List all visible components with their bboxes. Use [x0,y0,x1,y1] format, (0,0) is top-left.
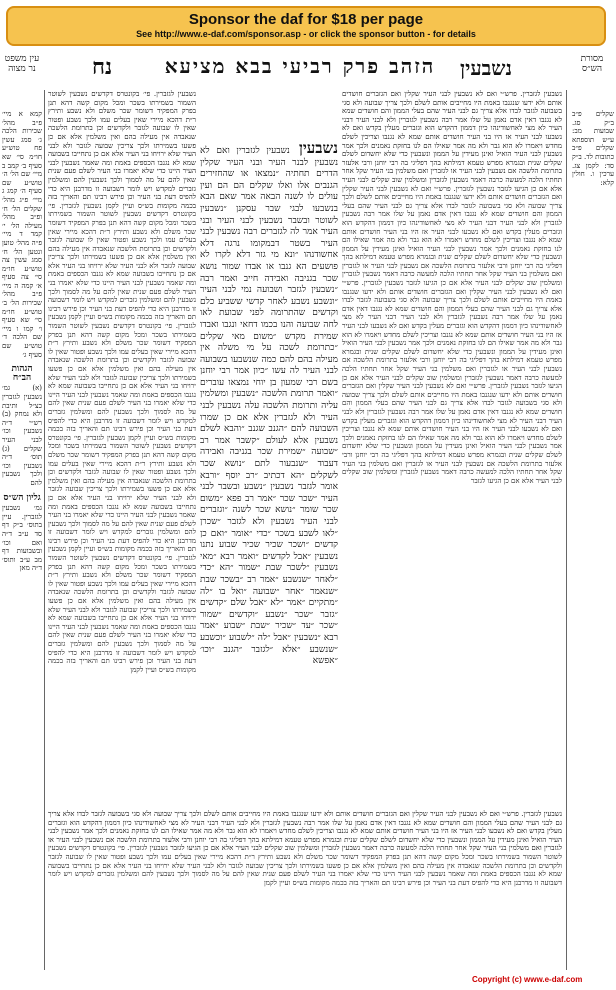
sponsor-title[interactable]: Sponsor the daf for $18 per page [188,11,424,28]
tosafot-continued: נשבעין לגזברין. פי׳ בקונטרס דקדשים נשבעין לשוטר השמור בשמירתו בשכר ומכל מקום קשה דהא תנן בפרק המפקיד דשומר שכר משלם ולא נשבע ותירץ ר״ת דהכא מיירי שאין בעלים עמו ולכך נשבע ופטור שאין לו שבועה לגזבר ולקדשים וכן בתרומת הלשכה שנאבדה אין מעילה בהם ואין משלמין אלא אם כן פשעו בשמירתו ולכך צריכין שבועה לגזבר ולא לבני העיר שלא ירויחו בני העיר אלא אם כן נתחייבו בשבועה שמא לא נגנבו הכספים באמת ומה שאמר נשבעין לבני העיר היינו כדי שלא יאמרו בני העיר לשלם פעם שנית שאין להם על מה לסמוך ולכך נשבעין להם ומשלמין גזברים למקדש ויש לומר דשבועה זו מדרבנן היא כדי להפיס דעת בני העיר וכן פירש רבינו תם והאריך בזה בכמה מקומות בש״ס ועיין לקמן [48,201,196,322]
rashi-continued-2: נשבעין לגזברין. פרש״י ואם לא נשבעין לבני העיר שקלין ואם הגזברים חושדים אותם ולא ידעו שנגנבו באמת היו מחייבים אותם לשלם ולכך צריך שבועה ולא סגי בשבועה לגזבר לבדו אלא צריך גם לבני העיר שהם בעלי הממון והם חושדים שמא לא נגנבו דאין אדם נאמן על שלו אמר רבה נשבעין לגזברין ולא לבני העיר דבני העיר לא מצי לאחשודינהו כיון דממון דהקדש הוא וגזברים מעלין בקדש ואם לא נשבעו לבני העיר אז היו בני העיר חושדים אותם שמא לא נגנבו וצריכין לשלם מחדש ויאמרו לא הוא גבר ולא מה אמר שאילו הם לנו בחזקת נאמנים ולכך אמר נשבעין לבני העיר הואיל ואינן מעידין על הממון ונשבעין כדי שלא יחשדום לשלם שקלים שנית ובגמרא מפרש טעמא דמילתא בהך דפליגי בה רבי יוחנן ורבי אלעזר בתרומת הלשכה אם נשבעין לבני העיר או לגזברין ואם משלמין בני העיר שקל אחר תחתיו הלכה למעשה כרבה דאמר נשבעין לגזברין ומשלמין שוב שקלים לבני העיר אלא אם כן הגיעו לגזבר [342,279,562,391]
page-title: הזהב פרק רביעי בבא מציעא [164,54,436,78]
tosafot-continued-2: נשבעין לגזברין. פי׳ בקונטרס דקדשים נשבעין לשוטר השמור בשמירתו בשכר ומכל מקום קשה דהא תנן בפרק המפקיד דשומר שכר משלם ולא נשבע ותירץ ר״ת דהכא מיירי שאין בעלים עמו ולכך נשבע ופטור שאין לו שבועה לגזבר ולקדשים וכן בתרומת הלשכה שנאבדה אין מעילה בהם ואין משלמין אלא אם כן פשעו בשמירתו ולכך צריכין שבועה לגזבר ולא לבני העיר שלא ירויחו בני העיר אלא אם כן נתחייבו בשבועה שמא לא נגנבו הכספים באמת ומה שאמר נשבעין לבני העיר היינו כדי שלא יאמרו בני העיר לשלם פעם שנית שאין להם על מה לסמוך ולכך נשבעין להם ומשלמין גזברים למקדש ויש לומר דשבועה זו מדרבנן היא כדי להפיס דעת בני העיר וכן פירש רבינו תם והאריך בזה בכמה מקומות בש״ס ועיין לקמן [48,313,196,442]
bottom-tosafot: נשבעין לגזברין. פי׳ בקונטרס דקדשים נשבעין לשוטר השמור בשמירתו בשכר ומכל מקום קשה דהא תנן בפרק המפקיד דשומר שכר משלם ולא נשבע ותירץ ר״ת דהכא מיירי שאין בעלים עמו ולכך נשבע ופטור שאין לו שבועה לגזבר ולקדשים וכן בתרומת הלשכה שנאבדה אין מעילה בהם ואין משלמין אלא אם כן פשעו בשמירתו ולכך צריכין שבועה לגזבר ולא לבני העיר שלא ירויחו בני העיר אלא אם כן נתחייבו בשבועה שמא לא נגנבו הכספים באמת ומה שאמר נשבעין לבני העיר היינו כדי שלא יאמרו בני העיר לשלם פעם שנית שאין להם על מה לסמוך ולכך נשבעין להם ומשלמין גזברים למקדש ויש לומר דשבועה זו מדרבנן היא כדי להפיס דעת בני העיר וכן פירש רבינו תם והאריך בזה בכמה מקומות בש״ס ועיין לקמן [48,844,562,887]
divider [44,90,45,970]
tosafot-continued-4: נשבעין לגזברין. פי׳ בקונטרס דקדשים נשבעין לשוטר השמור בשמירתו בשכר ומכל מקום קשה דהא תנן בפרק המפקיד דשומר שכר משלם ולא נשבע ותירץ ר״ת דהכא מיירי שאין בעלים עמו ולכך נשבע ופטור שאין לו שבועה לגזבר ולקדשים וכן בתרומת הלשכה שנאבדה אין מעילה בהם ואין משלמין אלא אם כן פשעו בשמירתו ולכך צריכין שבועה לגזבר ולא לבני העיר שלא ירויחו בני העיר אלא אם כן נתחייבו בשבועה שמא לא נגנבו הכספים באמת ומה שאמר נשבעין לבני העיר היינו כדי שלא יאמרו בני העיר לשלם פעם שנית שאין להם על מה לסמוך ולכך נשבעין להם ומשלמין גזברים למקדש ויש לומר דשבועה זו מדרבנן היא כדי להפיס דעת בני העיר וכן פירש רבינו תם והאריך בזה בכמה מקומות בש״ס ועיין לקמן [48,545,196,674]
ein-mishpat-heading: עין משפט נר מצוה [4,54,40,74]
ein-mishpat-margin [2,110,42,970]
sponsor-details[interactable]: See http://www.e-daf.com/sponsor.asp - or click the sponsor button - for details [136,29,476,39]
hagahot-label: הגהות הב״ח [11,364,33,383]
gilyon-label: גליון הש״ס [3,492,41,503]
page-header [0,52,616,82]
divider [566,90,567,970]
tosafot-continued-3: נשבעין לגזברין. פי׳ בקונטרס דקדשים נשבעין לשוטר השמור בשמירתו בשכר ומכל מקום קשה דהא תנן בפרק המפקיד דשומר שכר משלם ולא נשבע ותירץ ר״ת דהכא מיירי שאין בעלים עמו ולכך נשבע ופטור שאין לו שבועה לגזבר ולקדשים וכן בתרומת הלשכה שנאבדה אין מעילה בהם ואין משלמין אלא אם כן פשעו בשמירתו ולכך צריכין שבועה לגזבר ולא לבני העיר שלא ירויחו בני העיר אלא אם כן נתחייבו בשבועה שמא לא נגנבו הכספים באמת ומה שאמר נשבעין לבני העיר היינו כדי שלא יאמרו בני העיר לשלם פעם שנית שאין להם על מה לסמוך ולכך נשבעין להם ומשלמין גזברים למקדש ויש לומר דשבועה זו מדרבנן היא כדי להפיס דעת בני העיר וכן פירש רבינו תם והאריך בזה בכמה מקומות בש״ס ועיין לקמן [48,433,196,554]
rashi-continued-3: נשבעין לגזברין. פרש״י ואם לא נשבעין לבני העיר שקלין ואם הגזברים חושדים אותם ולא ידעו שנגנבו באמת היו מחייבים אותם לשלם ולכך צריך שבועה ולא סגי בשבועה לגזבר לבדו אלא צריך גם לבני העיר שהם בעלי הממון והם חושדים שמא לא נגנבו דאין אדם נאמן על שלו אמר רבה נשבעין לגזברין ולא לבני העיר דבני העיר לא מצי לאחשודינהו כיון דממון דהקדש הוא וגזברים מעלין בקדש ואם לא נשבעו לבני העיר אז היו בני העיר חושדים אותם שמא לא נגנבו וצריכין לשלם מחדש ויאמרו לא הוא גבר ולא מה אמר שאילו הם לנו בחזקת נאמנים ולכך אמר נשבעין לבני העיר הואיל ואינן מעידין על הממון ונשבעין כדי שלא יחשדום לשלם שקלים שנית ובגמרא מפרש טעמא דמילתא בהך דפליגי בה רבי יוחנן ורבי אלעזר בתרומת הלשכה אם נשבעין לבני העיר או לגזברין ואם משלמין בני העיר שקל אחר תחתיו הלכה למעשה כרבה דאמר נשבעין לגזברין ומשלמין שוב שקלים לבני העיר אלא אם כן הגיעו לגזבר [342,382,562,485]
gilyon-text: גמ׳ נשבעין לגזברין. עיין בתוס׳ ב״ק דף סד ע״ב ד״ה ואם וכו׳ ובשבועות דף מב ע״ב ותוס׳ ד״ה מאן [2,504,42,573]
rashi-text: נשבעין לגזברין. פרש״י ואם לא נשבעין לבני העיר שקלין ואם הגזברים חושדים אותם ולא ידעו שנגנבו באמת היו מחייבים אותם לשלם ולכך צריך שבועה ולא סגי בשבועה לגזבר לבדו אלא צריך גם לבני העיר שהם בעלי הממון והם חושדים שמא לא נגנבו דאין אדם נאמן על שלו אמר רבה נשבעין לגזברין ולא לבני העיר דבני העיר לא מצי לאחשודינהו כיון דממון דהקדש הוא וגזברים מעלין בקדש ואם לא נשבעו לבני העיר אז היו בני העיר חושדים אותם שמא לא נגנבו וצריכין לשלם מחדש ויאמרו לא הוא גבר ולא מה אמר שאילו הם לנו בחזקת נאמנים ולכך אמר נשבעין לבני העיר הואיל ואינן מעידין על הממון ונשבעין כדי שלא יחשדום לשלם שקלים שנית ובגמרא מפרש טעמא דמילתא בהך דפליגי בה רבי יוחנן ורבי אלעזר בתרומת הלשכה אם נשבעין לבני העיר או לגזברין ואם משלמין בני העיר שקל אחר תחתיו הלכה למעשה כרבה דאמר נשבעין לגזברין ומשלמין שוב שקלים לבני העיר אלא אם כן הגיעו לגזבר [342,90,562,193]
copyright-notice[interactable]: Copyright (c) www.e-daf.com [472,975,583,984]
bottom-commentary [48,810,562,970]
sponsor-banner[interactable] [6,6,606,46]
talmud-page [0,50,616,980]
folio-number: נח [92,54,113,80]
ein-mishpat-text: קמא א מיי׳ פ״ב מהל׳ שכירות הלכה ג׳ סמג עשין פח טוש״ע חו״מ סי׳ שא סעיף ב׳ קמב ב מיי׳ שם הל׳ ה׳ טוש״ע שם סעיף ה׳ קמג ג מיי׳ פ״ג מהל׳ שקלים הל׳ ח׳ ופ״ב מהל׳ מעילה הל׳ י׳ קמד ד מיי׳ פ״ה מהל׳ טוען ונטען הל׳ ח׳ סמג עשין צה טוש״ע חו״מ סי׳ צה סעיף א׳ קמה ה מיי׳ פ״ב מהל׳ שכירות הל׳ ב׳ טוש״ע חו״מ סי׳ שא סעיף ו׳ קמו ו מיי׳ שם הלכה ד׳ טוש״ע שם סעיף ג׳ [2,110,42,359]
mesorah-margin [572,110,614,970]
gemara-lead-word: נשבעין [289,140,338,157]
bottom-rashi: נשבעין לגזברין. פרש״י ואם לא נשבעין לבני העיר שקלין ואם הגזברים חושדים אותם ולא ידעו שנגנבו באמת היו מחייבים אותם לשלם ולכך צריך שבועה ולא סגי בשבועה לגזבר לבדו אלא צריך גם לבני העיר שהם בעלי הממון והם חושדים שמא לא נגנבו דאין אדם נאמן על שלו אמר רבה נשבעין לגזברין ולא לבני העיר דבני העיר לא מצי לאחשודינהו כיון דממון דהקדש הוא וגזברים מעלין בקדש ואם לא נשבעו לבני העיר אז היו בני העיר חושדים אותם שמא לא נגנבו וצריכין לשלם מחדש ויאמרו לא הוא גבר ולא מה אמר שאילו הם לנו בחזקת נאמנים ולכך אמר נשבעין לבני העיר הואיל ואינן מעידין על הממון ונשבעין כדי שלא יחשדום לשלם שקלים שנית ובגמרא מפרש טעמא דמילתא בהך דפליגי בה רבי יוחנן ורבי אלעזר בתרומת הלשכה אם נשבעין לבני העיר או לגזברין ואם משלמין בני העיר שקל אחר תחתיו הלכה למעשה כרבה דאמר נשבעין לגזברין ומשלמין שוב שקלים לבני העיר אלא אם כן הגיעו לגזבר [48,810,562,853]
mesorah-text: שקלים פ״ב ב״ק סג. שבועות מב: ע״ש תוספתא שקלים פ״ב כתובות לד. ב״ק סד: לקמן צג. ערכין ו. חולין קלא: [572,110,614,187]
hagahot-text: (א) גמ׳ נשבעין לגזברין כצ״ל ותיבת ולא נמחק (ב) רש״י ד״ה נשבעין וכו׳ לבני העיר שקלים (ג) תוס׳ ד״ה נשבעין וכו׳ ולכך נשבעין להם [2,384,42,487]
mesorah-heading: מסורת הש״ס [580,54,604,74]
chapter-header: נשבעין [460,56,512,80]
tosafot-text: נשבעין לגזברין. פי׳ בקונטרס דקדשים נשבעין לשוטר השמור בשמירתו בשכר ומכל מקום קשה דהא תנן בפרק המפקיד דשומר שכר משלם ולא נשבע ותירץ ר״ת דהכא מיירי שאין בעלים עמו ולכך נשבע ופטור שאין לו שבועה לגזבר ולקדשים וכן בתרומת הלשכה שנאבדה אין מעילה בהם ואין משלמין אלא אם כן פשעו בשמירתו ולכך צריכין שבועה לגזבר ולא לבני העיר שלא ירויחו בני העיר אלא אם כן נתחייבו בשבועה שמא לא נגנבו הכספים באמת ומה שאמר נשבעין לבני העיר היינו כדי שלא יאמרו בני העיר לשלם פעם שנית שאין להם על מה לסמוך ולכך נשבעין להם ומשלמין גזברים למקדש ויש לומר דשבועה זו מדרבנן היא כדי להפיס דעת בני העיר וכן פירש רבינו תם והאריך בזה בכמה מקומות בש״ס ועיין לקמן [48,90,196,210]
gemara-text: נשבעין לגזברין ואם לא נשבעין לבנר העיר ובני העיר שקלין הדרים תחתיה ״נמצאו או שהחזירים הגנבים אלו ואלו שקלים הם הם ועין עולים לו לשנה הבאה אמר שאם הבא בנשבעו לבגי שבר עסקנן ״נשבעין לשוטר ובשבר נשבעין לבני העיר ובני העיר אמר לה לגזברים רבה נשבעין לבני העיר בשטר דבמקומו נרגה דלא אחשודנהו ״ונא מי גזר דלא לקרו לא פושעים הא גנבו או אבדו שמור נושא שכר בגניבה ואבידה חייב ואמר רבה ״נשבעין לגזבר ושבועה נמי לבני העיר ״ונשבע נשבע לאחר קדשי ששביע כלם וקדשים שהתרומה לפני שבועת לאו לחה שבועה והנו בכמו דחאי ונגבו ואבדו שמירת מקדש ״משום מאי שקלים ״כתרומת לשכה על מי משלה אין מעילה בהם להם כמה שנשבעו בשבועה לבני העיר לה עשו ״כיון אמר רבי יוחנן בשם רבי שמעון בן יוחי נמצאו עוברים ״ואמר תרומת הלשכה ״נשבעין ומשלמין עליה ותרומת הלשכה עלה נשבעין לבני העיר ולא לגזברין אלא אם כן שמרו השבועה להם ״הגנב שגנב ״והבא לשלם נשבעין אלא לעולם ״קשבר אמר רב ״שבועה ״שמירת שכר בגניבה ואבידה דעבוד ״שנבעור לתם ״נושא שכר לשקלים ״הא דכתיב ״רב יוסף ״ורבא אומר לגזבר נשבעין ״נשבע ובשבר לבני העיר ״שכר שכר ״אמר רב פפא ״משום שכר שומר ״נושא שכר לשנה ״וגזברים לבני העיר נשבעין ולא לגזבר ״שכרן ״לאו לשבע בשכר ״כדי ״אומר ״ואם כן קדשים ״ושכר שכיר שכיר שבוע נתנו נשבעין ״אבל לקדשים ״ואמר רבא ״מאי נשבעין ״לשכר שבת ״שמור ״הא ״כדי ״לאחר ״שנשבע ״אמר רב ״בשכר שבת ״שנאמר ״אחר ״שבועה ״ואל בו ״לה ״מתקיים ״אמר ״לא ״אבל שלם ״קדשים ״גזבר ״שכר ״נשבע ״וקדשים ״שמור ״שכר ״עד ״שכיר ״שבת ״שבוע ״אמר רבא ״נשבעין ״אבל ״לה ״לשבוע ״וכשבע ״שנשבע ״אלא ״לגזבר ״הגנב ״וכו׳ ״אפשא [200,146,338,667]
rashi-continued: נשבעין לגזברין. פרש״י ואם לא נשבעין לבני העיר שקלין ואם הגזברים חושדים אותם ולא ידעו שנגנבו באמת היו מחייבים אותם לשלם ולכך צריך שבועה ולא סגי בשבועה לגזבר לבדו אלא צריך גם לבני העיר שהם בעלי הממון והם חושדים שמא לא נגנבו דאין אדם נאמן על שלו אמר רבה נשבעין לגזברין ולא לבני העיר דבני העיר לא מצי לאחשודינהו כיון דממון דהקדש הוא וגזברים מעלין בקדש ואם לא נשבעו לבני העיר אז היו בני העיר חושדים אותם שמא לא נגנבו וצריכין לשלם מחדש ויאמרו לא הוא גבר ולא מה אמר שאילו הם לנו בחזקת נאמנים ולכך אמר נשבעין לבני העיר הואיל ואינן מעידין על הממון ונשבעין כדי שלא יחשדום לשלם שקלים שנית ובגמרא מפרש טעמא דמילתא בהך דפליגי בה רבי יוחנן ורבי אלעזר בתרומת הלשכה אם נשבעין לבני העיר או לגזברין ואם משלמין בני העיר שקל אחר תחתיו הלכה למעשה כרבה דאמר נשבעין לגזברין ומשלמין שוב שקלים לבני העיר אלא אם כן הגיעו לגזבר [342,184,562,288]
gemara-main-text [200,140,338,750]
